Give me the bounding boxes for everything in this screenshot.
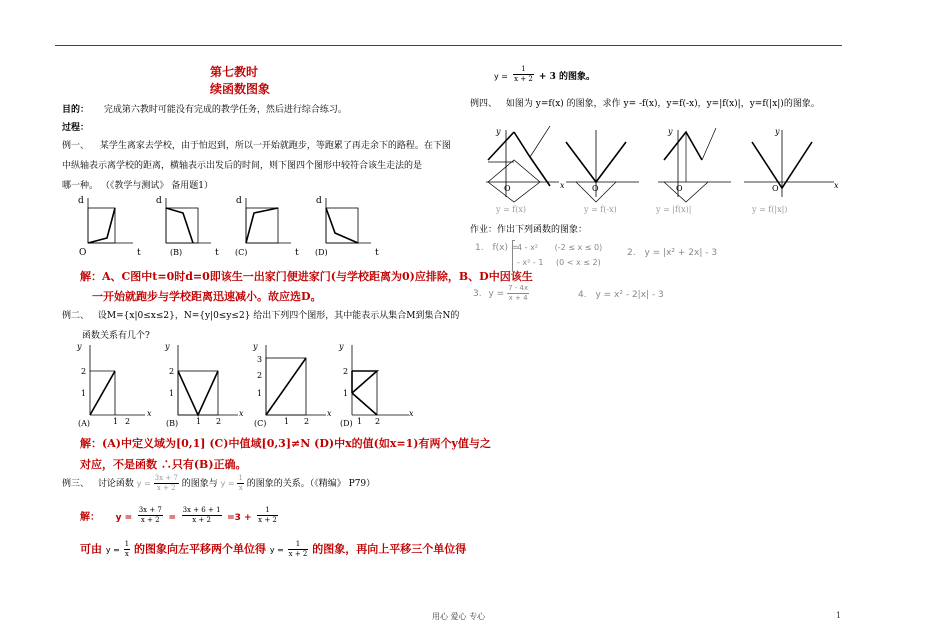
svg-text:2: 2 bbox=[343, 367, 349, 376]
homework-3: 3. y = $\frac{7 - 4x}{x + 4}$ bbox=[473, 284, 529, 302]
ex1-text2: 中纵轴表示离学校的距离，横轴表示出发后的时间，则下图四个图形中较符合该生走法的是 bbox=[62, 161, 423, 171]
purpose-text: 完成第六教时可能没有完成的教学任务，然后进行综合练习。 bbox=[103, 105, 347, 115]
svg-text:1: 1 bbox=[81, 389, 87, 398]
ex3-fraction-1: $\frac{3x + 7}{x + 2}$ bbox=[154, 474, 178, 492]
ex2-label: 例二、 bbox=[62, 311, 90, 321]
ex1-text3: 哪一种。 （《教学与测试》 备用题1） bbox=[62, 181, 213, 191]
ex1-tag-b: (B) bbox=[170, 248, 183, 257]
page-title: 第七教时 bbox=[210, 65, 259, 79]
svg-text:2: 2 bbox=[169, 367, 175, 376]
svg-text:y: y bbox=[339, 342, 344, 351]
ex1-solution-2: 一开始就跑步与学校距离迅速减小。故应选D。 bbox=[92, 290, 322, 303]
homework-4: 4. y = x² - 2|x| - 3 bbox=[578, 290, 664, 300]
ex1-graph-a bbox=[78, 196, 141, 258]
ex3-continuation: y = $\frac{1}{x + 2}$ + 3 的图象。 bbox=[494, 65, 595, 83]
svg-text:1: 1 bbox=[196, 417, 202, 426]
ex2-line1 bbox=[62, 308, 459, 321]
svg-text:2: 2 bbox=[125, 417, 131, 426]
ex2-tag-d: (D) bbox=[340, 419, 353, 428]
ex1-graph-d bbox=[315, 196, 379, 258]
ex1-axis-d: d bbox=[236, 196, 242, 206]
header-rule bbox=[55, 45, 842, 46]
ex1-solution-1: 解：A、C图中t=0时d=0即该生一出家门便进家门(与学校距离为0)应排除，B、D中因该生 bbox=[80, 270, 533, 283]
ex2-text1: 设M={x|0≤x≤2}，N={y|0≤y≤2} 给出下列四个图形，其中能表示从集合M到集合N的 bbox=[97, 311, 460, 321]
svg-text:1: 1 bbox=[113, 417, 119, 426]
svg-text:3: 3 bbox=[257, 355, 263, 364]
ex1-axis-o: O bbox=[79, 248, 87, 258]
ex3-shift-line: 可由 y = $\frac{1}{x}$ 的图象向左平移两个单位得 y = $\frac{1}{x + 2}$ 的图象，再向上平移三个单位得 bbox=[80, 540, 467, 558]
page-subtitle: 续函数图象 bbox=[210, 82, 271, 96]
ex2-graph-d bbox=[338, 342, 414, 428]
ex3-fraction-2: $\frac{1}{x}$ bbox=[238, 474, 243, 492]
page-number: 1 bbox=[836, 611, 842, 620]
svg-text:y: y bbox=[496, 127, 501, 136]
ex3-label: 例三、 bbox=[62, 479, 90, 489]
ex1-graph-c bbox=[235, 196, 299, 258]
svg-text:1: 1 bbox=[257, 389, 263, 398]
ex4-line bbox=[470, 96, 820, 109]
ex4-label: 例四、 bbox=[470, 99, 498, 109]
ex3-text-c: 的图象的关系。（《精编》 P79） bbox=[246, 479, 376, 489]
ex3-text-b: 的图象与 bbox=[181, 479, 218, 489]
ex2-tag-c: (C) bbox=[254, 419, 267, 428]
ex2-solution-2: 对应，不是函数 ∴只有(B)正确。 bbox=[80, 458, 247, 471]
ex1-text1: 某学生离家去学校，由于怕迟到，所以一开始就跑步，等跑累了再走余下的路程。在下图 bbox=[99, 141, 451, 151]
ex3-text-a: 讨论函数 bbox=[97, 479, 134, 489]
ex1-axis-d: d bbox=[78, 196, 84, 206]
homework-title: 作业：作出下列函数的图象： bbox=[470, 225, 588, 235]
svg-text:y: y bbox=[668, 127, 673, 136]
footer-text: 用心 爱心 专心 bbox=[432, 612, 486, 621]
ex4-graph-1 bbox=[486, 126, 565, 214]
ex4-text: 如图为 y=f(x) 的图象，求作 y= -f(x)，y=f(-x)，y=|f(x)|，y=f(|x|)的图象。 bbox=[505, 99, 820, 109]
ex2-graph-c bbox=[252, 342, 332, 428]
svg-text:2: 2 bbox=[257, 371, 263, 380]
ex1-axis-d: d bbox=[316, 196, 322, 206]
svg-text:1: 1 bbox=[169, 389, 175, 398]
svg-text:y: y bbox=[253, 342, 258, 351]
homework-1-brace bbox=[512, 240, 515, 272]
svg-text:x: x bbox=[409, 409, 414, 418]
svg-text:1: 1 bbox=[357, 417, 363, 426]
purpose-label: 目的： bbox=[62, 105, 90, 115]
homework-1-row2: - x² - 1 (0 < x ≤ 2) bbox=[517, 258, 601, 267]
ex1-label: 例一、 bbox=[62, 141, 90, 151]
ex1-tag-d: (D) bbox=[315, 248, 328, 257]
svg-text:O: O bbox=[504, 184, 511, 193]
homework-1: 1. f(x) = bbox=[475, 243, 519, 253]
svg-text:y: y bbox=[165, 342, 170, 351]
ex1-axis-t: t bbox=[295, 248, 299, 258]
ex2-tag-a: (A) bbox=[78, 419, 91, 428]
svg-text:x: x bbox=[239, 409, 244, 418]
svg-text:2: 2 bbox=[216, 417, 222, 426]
ex4-graph-4 bbox=[744, 127, 839, 214]
ex4-graph-3 bbox=[655, 127, 731, 214]
ex2-solution-1: 解：(A)中定义域为[0,1] (C)中值域[0,3]≠N (D)中x的值(如x=1)有两个y值与之 bbox=[80, 437, 491, 450]
svg-text:2: 2 bbox=[81, 367, 87, 376]
svg-text:O: O bbox=[592, 184, 599, 193]
ex3-line: 例三、 讨论函数 y = $\frac{3x + 7}{x + 2}$ 的图象与 y = $\frac{1}{x}$ 的图象的关系。（《精编》 P79） bbox=[62, 474, 376, 492]
svg-text:2: 2 bbox=[375, 417, 381, 426]
ex4-caption-1: y = f(x) bbox=[496, 205, 527, 214]
ex4-caption-4: y = f(|x|) bbox=[752, 205, 788, 214]
svg-text:x: x bbox=[834, 181, 839, 190]
ex2-graph-a bbox=[76, 342, 152, 428]
ex1-graphs bbox=[75, 193, 395, 261]
process-label: 过程： bbox=[62, 123, 90, 133]
svg-text:x: x bbox=[147, 409, 152, 418]
ex4-graph-2 bbox=[566, 130, 639, 214]
ex2-graphs bbox=[75, 340, 415, 430]
ex2-graph-b bbox=[164, 342, 244, 428]
svg-text:O: O bbox=[772, 184, 779, 193]
homework-1-row1: 4 - x² (-2 ≤ x ≤ 0) bbox=[517, 243, 603, 252]
ex2-text2: 函数关系有几个? bbox=[82, 331, 150, 341]
ex4-caption-3: y = |f(x)| bbox=[656, 205, 692, 214]
ex1-line1 bbox=[62, 138, 451, 151]
svg-text:x: x bbox=[327, 409, 332, 418]
svg-text:2: 2 bbox=[304, 417, 310, 426]
svg-text:1: 1 bbox=[343, 389, 349, 398]
ex1-axis-d: d bbox=[156, 196, 162, 206]
ex1-tag-c: (C) bbox=[235, 248, 248, 257]
ex3-solution-eq: 解： y = $\frac{3x + 7}{x + 2}$ = $\frac{3x + 6 + 1}{x + 2}$ =3 + $\frac{1}{x + 2}$ bbox=[80, 506, 277, 524]
ex2-tag-b: (B) bbox=[166, 419, 179, 428]
ex1-axis-t: t bbox=[375, 248, 379, 258]
svg-text:O: O bbox=[676, 184, 683, 193]
svg-text:x: x bbox=[560, 181, 565, 190]
ex1-axis-t: t bbox=[137, 248, 141, 258]
svg-text:y: y bbox=[775, 127, 780, 136]
ex4-graphs bbox=[484, 122, 844, 217]
ex4-caption-2: y = f(-x) bbox=[584, 205, 617, 214]
purpose bbox=[62, 102, 347, 115]
svg-text:1: 1 bbox=[284, 417, 290, 426]
ex1-graph-b bbox=[156, 196, 219, 258]
homework-2: 2. y = |x² + 2x| - 3 bbox=[627, 248, 718, 258]
ex1-axis-t: t bbox=[215, 248, 219, 258]
svg-text:y: y bbox=[77, 342, 82, 351]
